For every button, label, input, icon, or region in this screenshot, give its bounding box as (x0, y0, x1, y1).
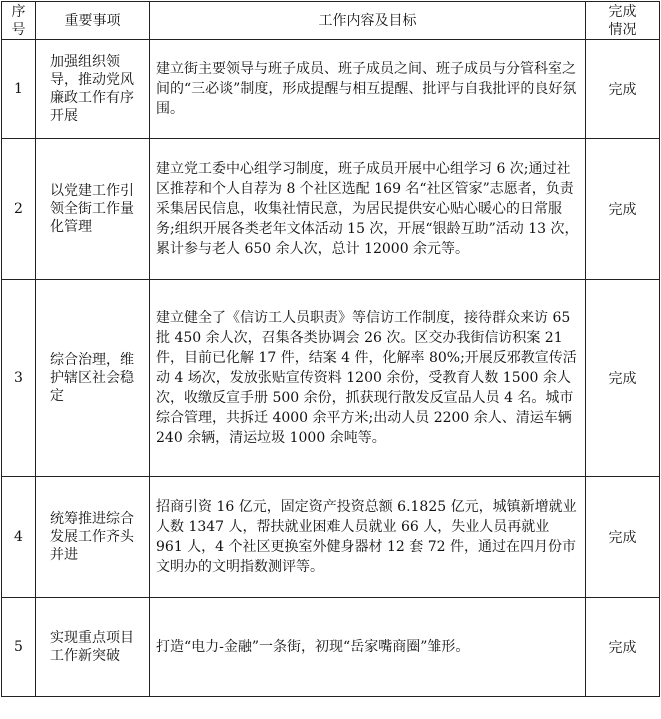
row-item: 统筹推进综合发展工作齐头并进 (36, 477, 150, 598)
row-item: 以党建工作引领全街工作量化管理 (36, 139, 150, 280)
row-status: 完成 (586, 598, 660, 697)
table-row (2, 598, 660, 697)
row-number: 1 (2, 40, 36, 139)
row-status: 完成 (586, 40, 660, 139)
table-row (2, 477, 660, 598)
row-status: 完成 (586, 280, 660, 477)
row-status: 完成 (586, 139, 660, 280)
row-content: 建立健全了《信访工人员职责》等信访工作制度，接待群众来访 65 批 450 余人次，召集各类协调会 26 次。区交办我街信访积案 21 件，目前已化解 17 件，结案 4 件，化解率 80%;开展反邪教宣传活动 4 场次，发放张贴宣传资料 1200 余份，受教育人数 1500 余人次，收缴反宣手册 500 余份，抓获现行散发反宣品人员 4 名。城市综合管理，共拆迁 4000 余平方米;出动人员 2200 余人、清运车辆 240 余辆，清运垃圾 1000 余吨等。 (150, 280, 586, 477)
header-no: 序号 (2, 2, 36, 40)
row-number: 3 (2, 280, 36, 477)
table-row (2, 40, 660, 139)
row-number: 4 (2, 477, 36, 598)
table-header (2, 2, 660, 40)
row-content: 打造“电力-金融”一条街，初现“岳家嘴商圈”雏形。 (150, 598, 586, 697)
header-row (2, 2, 660, 40)
row-content: 建立党工委中心组学习制度，班子成员开展中心组学习 6 次;通过社区推荐和个人自荐为 8 个社区选配 169 名“社区管家”志愿者，负责采集居民信息，收集社情民意，为居民提供安心贴心暖心的日常服务;组织开展各类老年文体活动 15 次，开展“银龄互助”活动 13 次，累计参与老人 650 余人次，总计 12000 余元等。 (150, 139, 586, 280)
row-item: 实现重点项目工作新突破 (36, 598, 150, 697)
row-content: 招商引资 16 亿元，固定资产投资总额 6.1825 亿元，城镇新增就业人数 1347 人，帮扶就业困难人员就业 66 人，失业人员再就业 961 人，4 个社区更换室外健身器材 12 套 72 件，通过在四月份市文明办的文明指数测评等。 (150, 477, 586, 598)
row-content: 建立街主要领导与班子成员、班子成员之间、班子成员与分管科室之间的“三必谈”制度，形成提醒与相互提醒、批评与自我批评的良好氛围。 (150, 40, 586, 139)
header-content: 工作内容及目标 (150, 2, 586, 40)
work-summary-table (1, 1, 660, 697)
header-item: 重要事项 (36, 2, 150, 40)
header-status: 完成情况 (586, 2, 660, 40)
row-number: 2 (2, 139, 36, 280)
row-number: 5 (2, 598, 36, 697)
row-item: 综合治理，维护辖区社会稳定 (36, 280, 150, 477)
table-body (2, 40, 660, 697)
table-row (2, 280, 660, 477)
row-status: 完成 (586, 477, 660, 598)
table-row (2, 139, 660, 280)
row-item: 加强组织领导，推动党风廉政工作有序开展 (36, 40, 150, 139)
